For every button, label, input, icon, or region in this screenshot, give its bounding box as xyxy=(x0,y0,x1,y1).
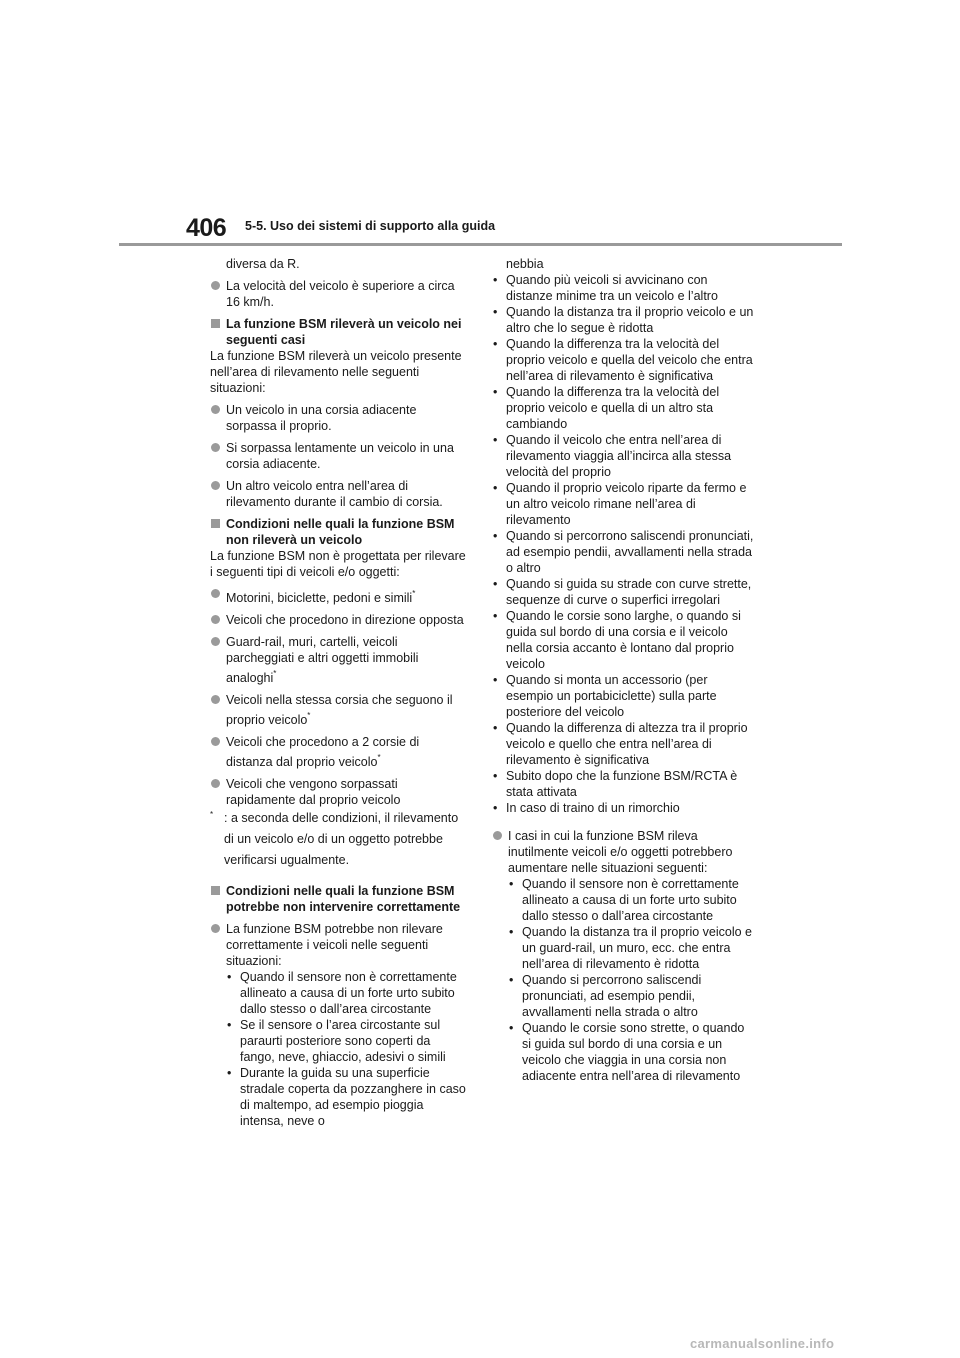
sub-list-item: • In caso di traino di un rimorchio xyxy=(492,800,754,816)
sub-list-item: • Quando la differenza di altezza tra il proprio veicolo e quello che entra nell’area di rilevamento è significativa xyxy=(492,720,754,768)
section-title: 5-5. Uso dei sistemi di supporto alla guida xyxy=(245,219,496,233)
bullet-item xyxy=(210,634,466,686)
footnote-marker: * xyxy=(377,753,381,762)
page-number: 406 xyxy=(186,214,227,242)
bullet-item: I casi in cui la funzione BSM rileva inutilmente veicoli e/o oggetti potrebbero aumentare nelle situazioni seguenti: xyxy=(492,828,754,876)
bullet-item: Veicoli che procedono in direzione opposta xyxy=(210,612,466,628)
footnote-marker: * xyxy=(307,711,311,720)
bullet-item: La funzione BSM potrebbe non rilevare correttamente i veicoli nelle seguenti situazioni: xyxy=(210,921,466,969)
paragraph: La funzione BSM non è progettata per rilevare i seguenti tipi di veicoli e/o oggetti: xyxy=(210,549,466,579)
sub-list-item: • Se il sensore o l’area circostante sul paraurti posteriore sono coperti da fango, neve, ghiaccio, adesivi o simili xyxy=(226,1017,466,1065)
sub-list-item: • Quando il sensore non è correttamente allineato a causa di un forte urto subito dallo stesso o dall’area circostante xyxy=(226,969,466,1017)
section-heading: Condizioni nelle quali la funzione BSM potrebbe non intervenire correttamente xyxy=(210,883,466,915)
sub-list-item: • Quando la differenza tra la velocità del proprio veicolo e quella di un altro sta cambiando xyxy=(492,384,754,432)
bullet-item xyxy=(210,734,466,770)
sub-list-item: • Quando la differenza tra la velocità del proprio veicolo e quella del veicolo che entra nell’area di rilevamento è significativa xyxy=(492,336,754,384)
footnote-text: : a seconda delle condizioni, il rilevamento di un veicolo e/o di un oggetto potrebbe verificarsi ugualmente. xyxy=(224,811,459,867)
continued-text: nebbia xyxy=(506,257,544,271)
sub-list-item: • Quando il veicolo che entra nell’area di rilevamento viaggia all’incirca alla stessa velocità del proprio xyxy=(492,432,754,480)
paragraph: La funzione BSM rileverà un veicolo presente nell’area di rilevamento nelle seguenti situazioni: xyxy=(210,349,462,395)
header-rule xyxy=(119,243,842,246)
bullet-text: Veicoli che procedono a 2 corsie di distanza dal proprio veicolo xyxy=(226,735,420,769)
bullet-item: Un altro veicolo entra nell’area di rilevamento durante il cambio di corsia. xyxy=(210,478,466,510)
sub-list-item: • Quando si percorrono saliscendi pronunciati, ad esempio pendii, avvallamenti nella strada o altro xyxy=(492,528,754,576)
sub-list-item: • Quando il sensore non è correttamente allineato a causa di un forte urto subito dallo stesso o dall’area circostante xyxy=(508,876,754,924)
right-column xyxy=(492,256,754,1084)
bullet-item xyxy=(210,692,466,728)
sub-list-item: • Quando le corsie sono larghe, o quando si guida sul bordo di una corsia e il veicolo nella corsia accanto è lontano dal proprio veicolo xyxy=(492,608,754,672)
sub-list-item: • Quando il proprio veicolo riparte da fermo e un altro veicolo rimane nell’area di rilevamento xyxy=(492,480,754,528)
continued-text: diversa da R. xyxy=(226,257,300,271)
bullet-item: Un veicolo in una corsia adiacente sorpassa il proprio. xyxy=(210,402,466,434)
sub-list-item: • Quando più veicoli si avvicinano con distanze minime tra un veicolo e l’altro xyxy=(492,272,754,304)
footnote-asterisk: * xyxy=(210,810,214,819)
bullet-item: Si sorpassa lentamente un veicolo in una corsia adiacente. xyxy=(210,440,466,472)
sub-list-item: • Subito dopo che la funzione BSM/RCTA è stata attivata xyxy=(492,768,754,800)
watermark: carmanualsonline.info xyxy=(690,1336,835,1351)
footnote-marker: * xyxy=(412,589,416,598)
bullet-item: Veicoli che vengono sorpassati rapidamente dal proprio veicolo xyxy=(210,776,466,808)
bullet-item xyxy=(210,586,466,606)
section-heading: La funzione BSM rileverà un veicolo nei seguenti casi xyxy=(210,316,466,348)
bullet-text: Guard-rail, muri, cartelli, veicoli parcheggiati e altri oggetti immobili analoghi xyxy=(226,635,419,685)
section-heading: Condizioni nelle quali la funzione BSM non rileverà un veicolo xyxy=(210,516,466,548)
sub-list-item: • Quando la distanza tra il proprio veicolo e un altro che lo segue è ridotta xyxy=(492,304,754,336)
sub-list-item: • Quando la distanza tra il proprio veicolo e un guard-rail, un muro, ecc. che entra nell’area di rilevamento è ridotta xyxy=(508,924,754,972)
sub-list-item: • Durante la guida su una superficie stradale coperta da pozzanghere in caso di maltempo, ad esempio pioggia intensa, neve o xyxy=(226,1065,466,1129)
sub-list-item: • Quando si percorrono saliscendi pronunciati, ad esempio pendii, avvallamenti nella strada o altro xyxy=(508,972,754,1020)
bullet-item: La velocità del veicolo è superiore a circa 16 km/h. xyxy=(210,278,466,310)
footnote-mark xyxy=(210,804,213,829)
footnote-marker: * xyxy=(273,669,277,678)
bullet-text: Veicoli nella stessa corsia che seguono il proprio veicolo xyxy=(226,693,453,727)
sub-list-item: • Quando si guida su strade con curve strette, sequenze di curve o superfici irregolari xyxy=(492,576,754,608)
bullet-text: Motorini, biciclette, pedoni e simili xyxy=(226,591,413,605)
footnote xyxy=(210,808,466,871)
sub-list-item: • Quando le corsie sono strette, o quando si guida sul bordo di una corsia e un veicolo che viaggia in una corsia non adiacente entra nell’area di rilevamento xyxy=(508,1020,754,1084)
left-column xyxy=(210,256,466,1129)
sub-list-item: • Quando si monta un accessorio (per esempio un portabiciclette) sulla parte posteriore del veicolo xyxy=(492,672,754,720)
